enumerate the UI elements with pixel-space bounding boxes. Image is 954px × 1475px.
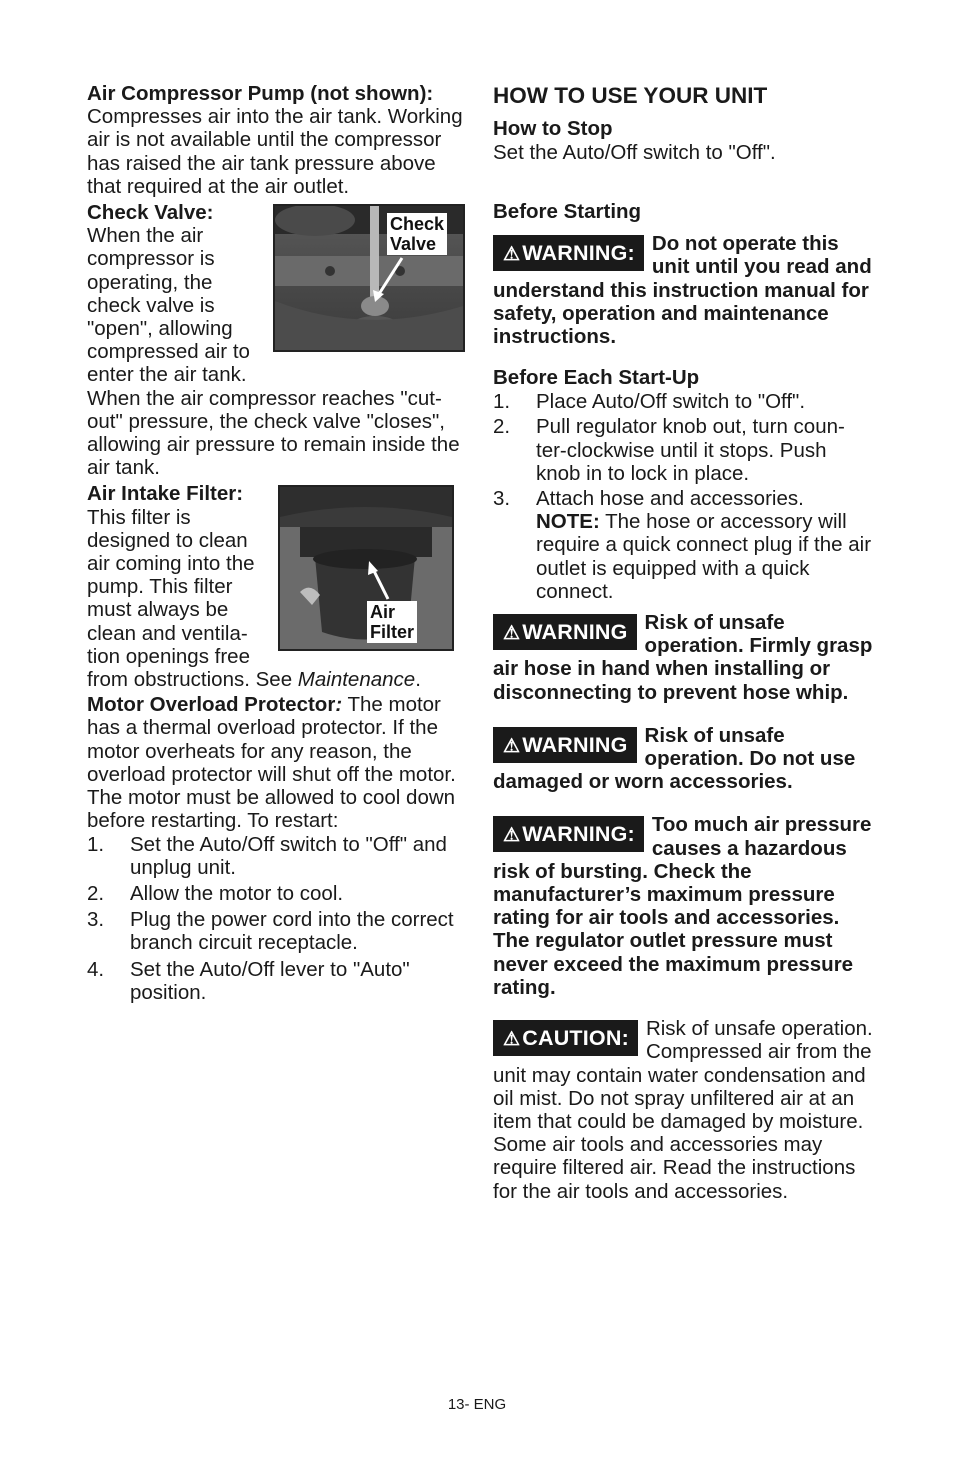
- air-filter-photo: [278, 485, 454, 651]
- caution-block: [493, 1017, 873, 1203]
- step-number: 2.: [87, 881, 105, 905]
- restart-step: [87, 908, 465, 954]
- warning-badge: [493, 235, 644, 271]
- page-number: 13- ENG: [447, 1396, 507, 1413]
- caution-triangle-icon: ⚠: [503, 1029, 521, 1051]
- start-up-steps: [493, 390, 873, 603]
- warning-badge: [493, 727, 637, 763]
- warning-triangle-icon: ⚠: [503, 244, 521, 266]
- pump-section: [87, 82, 465, 198]
- warning-triangle-icon: ⚠: [503, 623, 521, 645]
- motor-title: Motor Overload Protector: [87, 693, 336, 717]
- motor-section: [87, 693, 465, 832]
- how-to-stop-text: Set the Auto/Off switch to "Off".: [493, 141, 776, 164]
- step-number: 2.: [493, 415, 511, 439]
- restart-steps: [87, 833, 465, 1004]
- step-number: 3.: [87, 908, 105, 932]
- warning-badge: [493, 614, 637, 650]
- motor-colon: :: [335, 693, 343, 717]
- check-callout-line2: Valve: [390, 234, 437, 255]
- warning-badge: [493, 816, 644, 852]
- start-up-step: [493, 415, 873, 485]
- caution-badge: [493, 1020, 638, 1056]
- step-number: 3.: [493, 487, 511, 511]
- warning-triangle-icon: ⚠: [503, 825, 521, 847]
- step-text: Pull regulator knob out, turn coun-ter-clockwise until it stops. Push knob in to lock in place.: [536, 415, 845, 485]
- warning-text: Risk of unsafe operation. Firmly grasp air hose in hand when installing or disconnecting to prevent hose whip.: [493, 611, 873, 704]
- check-text-2: When the air compressor reaches "cut-out" pressure, the check valve "closes", allowing air pressure to remain inside the air tank.: [87, 386, 460, 480]
- restart-step: [87, 833, 465, 879]
- step-number: 4.: [87, 957, 105, 981]
- left-column: [87, 82, 465, 1004]
- check-valve-photo: [273, 204, 465, 352]
- before-starting-title: Before Starting: [493, 200, 642, 224]
- warning-label: WARNING: [522, 732, 628, 757]
- start-up-step: [493, 390, 873, 413]
- section-heading: HOW TO USE YOUR UNIT: [493, 83, 768, 108]
- restart-step: [87, 882, 465, 905]
- pump-text: Compresses air into the air tank. Working air is not available until the compressor has raised the air tank pressure above that required at the air outlet.: [87, 105, 463, 198]
- warning-text: Too much air pressure causes a hazardous risk of bursting. Check the manufacturer’s maximum pressure rating for air tools and accessories. The regulator outlet pressure must never exceed the maximum pressure rating.: [493, 813, 872, 999]
- step-text: Place Auto/Off switch to "Off".: [536, 390, 806, 414]
- air-filter-callout: [367, 601, 417, 643]
- warning-triangle-icon: ⚠: [503, 735, 521, 757]
- check-valve-title: Check Valve:: [87, 201, 214, 225]
- step-number: 1.: [87, 832, 105, 856]
- check-valve-callout: [387, 213, 447, 255]
- restart-step: [87, 958, 465, 1004]
- warning-block-1: [493, 232, 873, 348]
- warning-label: WARNING:: [522, 822, 635, 847]
- warning-label: WARNING: [522, 620, 628, 645]
- caution-label: CAUTION:: [522, 1026, 629, 1051]
- check-text-1: When the air compressor is operating, the check valve is "open", allowing compressed air to enter the air tank.: [87, 224, 250, 387]
- caution-text: Risk of unsafe operation. Compressed air from the unit may contain water condensation and oil mist. Do not spray unfiltered air at an item that could be damaged by moisture. Some air tools and accessories may require filtered air. Read the instructions for the air tools and accessories.: [493, 1017, 873, 1203]
- how-to-stop-title: How to Stop: [493, 117, 613, 140]
- check-callout-line1: Check: [390, 214, 445, 235]
- step-text: Allow the motor to cool.: [130, 881, 344, 905]
- intake-title: Air Intake Filter:: [87, 482, 244, 506]
- warning-label: WARNING:: [522, 241, 635, 266]
- step-text: Plug the power cord into the correct branch circuit receptacle.: [130, 908, 454, 955]
- intake-end: .: [415, 668, 421, 692]
- step-number: 1.: [493, 390, 511, 414]
- motor-text: The motor has a thermal overload protector. If the motor overheats for any reason, the overload protector will shut off the motor. The motor must be allowed to cool down before restarting. To restart:: [87, 693, 456, 833]
- start-up-step: [493, 487, 873, 603]
- step-text: Set the Auto/Off switch to "Off" and unplug unit.: [130, 832, 447, 879]
- right-column: [493, 82, 873, 1203]
- warning-block-3: [493, 724, 873, 794]
- step-text: Attach hose and accessories.: [536, 487, 804, 511]
- warning-text: Risk of unsafe operation. Do not use damaged or worn accessories.: [493, 723, 856, 794]
- pump-title: Air Compressor Pump (not shown):: [87, 82, 434, 105]
- intake-text-body: This filter is designed to clean air coming into the pump. This filter must always be clean and ventila-tion openings free from obstructions. See: [87, 505, 293, 692]
- filter-callout-line2: Filter: [370, 622, 415, 643]
- step-text: Set the Auto/Off lever to "Auto" position.: [130, 957, 410, 1004]
- maintenance-ref: Maintenance: [297, 668, 416, 692]
- filter-callout-line1: Air: [370, 602, 396, 623]
- air-filter-illustration: [280, 487, 452, 649]
- note-text: The hose or accessory will require a quick connect plug if the air outlet is equipped with a quick connect.: [536, 510, 872, 603]
- start-up-title: Before Each Start-Up: [493, 366, 700, 390]
- note-label: NOTE:: [536, 510, 600, 534]
- warning-block-2: [493, 611, 873, 704]
- warning-text: Do not operate this unit until you read and understand this instruction manual for safety, operation and maintenance instructions.: [493, 232, 872, 349]
- warning-block-4: [493, 813, 873, 999]
